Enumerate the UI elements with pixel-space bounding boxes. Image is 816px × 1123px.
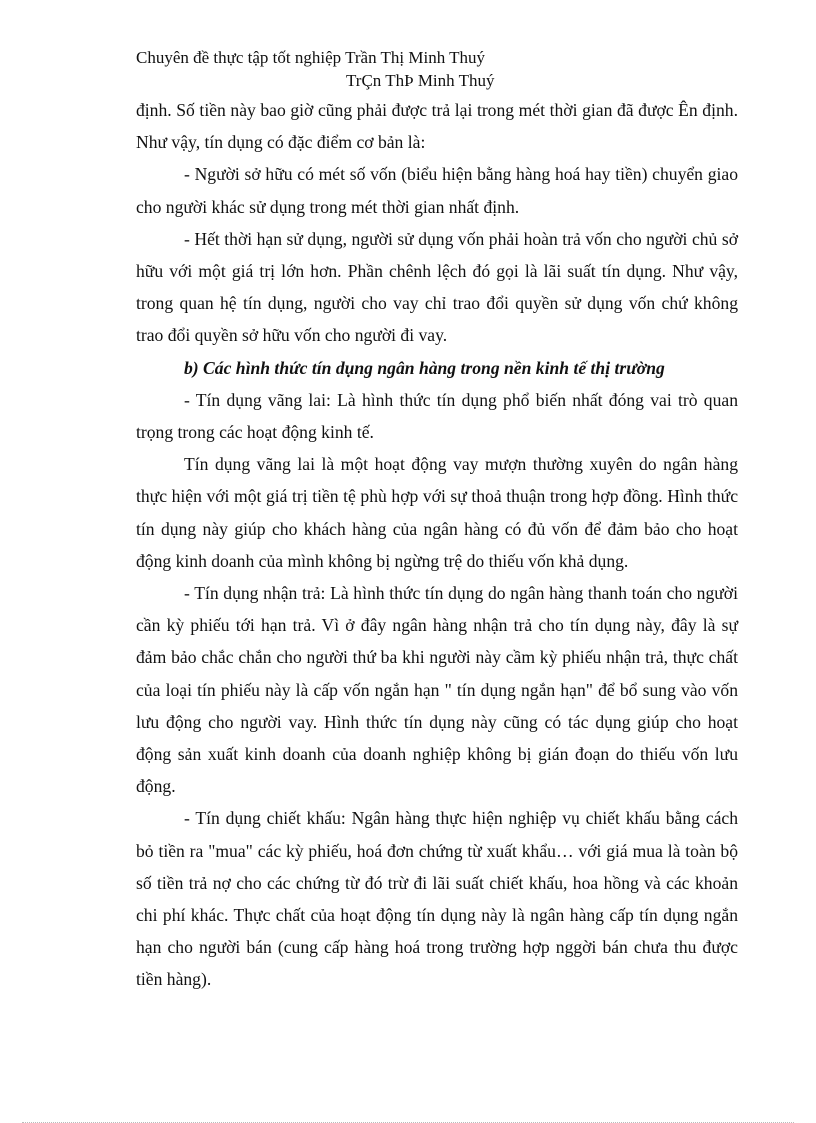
section-heading: b) Các hình thức tín dụng ngân hàng trong nền kinh tế thị trường	[184, 357, 665, 378]
page-header-author: TrÇn ThÞ Minh Thuý	[346, 71, 495, 90]
page-header-title: Chuyên đề thực tập tốt nghiệp Trần Thị Minh Thuý	[136, 48, 486, 67]
paragraph: - Tín dụng vãng lai: Là hình thức tín dụng phổ biến nhất đóng vai trò quan trọng trong các hoạt động kinh tế.	[136, 389, 738, 443]
paragraph: - Hết thời hạn sử dụng, người sử dụng vốn phải hoàn trả vốn cho người chủ sở hữu với một giá trị lớn hơn. Phần chênh lệch đó gọi là lãi suất tín dụng. Như vậy, trong quan hệ tín dụng, người cho vay chỉ trao đổi quyền sử dụng vốn chứ không trao đổi quyền sở hữu vốn cho người đi vay.	[136, 228, 738, 346]
paragraph: - Tín dụng chiết khấu: Ngân hàng thực hiện nghiệp vụ chiết khấu bằng cách bỏ tiền ra "mua" các kỳ phiếu, hoá đơn chứng từ xuất khẩu… với giá mua là toàn bộ số tiền trả nợ cho các chứng từ đó trừ đi lãi suất chiết khấu, hoa hồng và các khoản chi phí khác. Thực chất của hoạt động tín dụng này là ngân hàng cấp tín dụng ngắn hạn cho người bán (cung cấp hàng hoá trong trường hợp nggời bán chưa thu được tiền hàng).	[136, 808, 738, 990]
paragraph: Tín dụng vãng lai là một hoạt động vay mượn thường xuyên do ngân hàng thực hiện với một giá trị tiền tệ phù hợp với sự thoả thuận trong hợp đồng. Hình thức tín dụng này giúp cho khách hàng của ngân hàng có đủ vốn để đảm bảo cho hoạt động kinh doanh của mình không bị ngừng trệ do thiếu vốn khả dụng.	[136, 454, 738, 571]
paragraph: - Người sở hữu có mét số vốn (biểu hiện bằng hàng hoá hay tiền) chuyển giao cho người khác sử dụng trong mét thời gian nhất định.	[136, 164, 738, 217]
document-body	[136, 94, 738, 996]
paragraph: - Tín dụng nhận trả: Là hình thức tín dụng do ngân hàng thanh toán cho người cần kỳ phiếu tới hạn trả. Vì ở đây ngân hàng nhận trả cho tín dụng này, đây là sự đảm bảo chắc chắn cho người thứ ba khi người này cầm kỳ phiếu nhận trả, thực chất của loại tín phiếu này là cấp vốn ngắn hạn " tín dụng ngắn hạn" để bổ sung vào vốn lưu động cho người vay. Hình thức tín dụng này cũng có tác dụng giúp cho hoạt động sản xuất kinh doanh của doanh nghiệp không bị gián đoạn do thiếu vốn lưu động.	[136, 583, 738, 797]
paragraph: định. Số tiền này bao giờ cũng phải được trả lại trong mét thời gian đã được Ên định. Như vậy, tín dụng có đặc điểm cơ bản là:	[136, 100, 738, 153]
